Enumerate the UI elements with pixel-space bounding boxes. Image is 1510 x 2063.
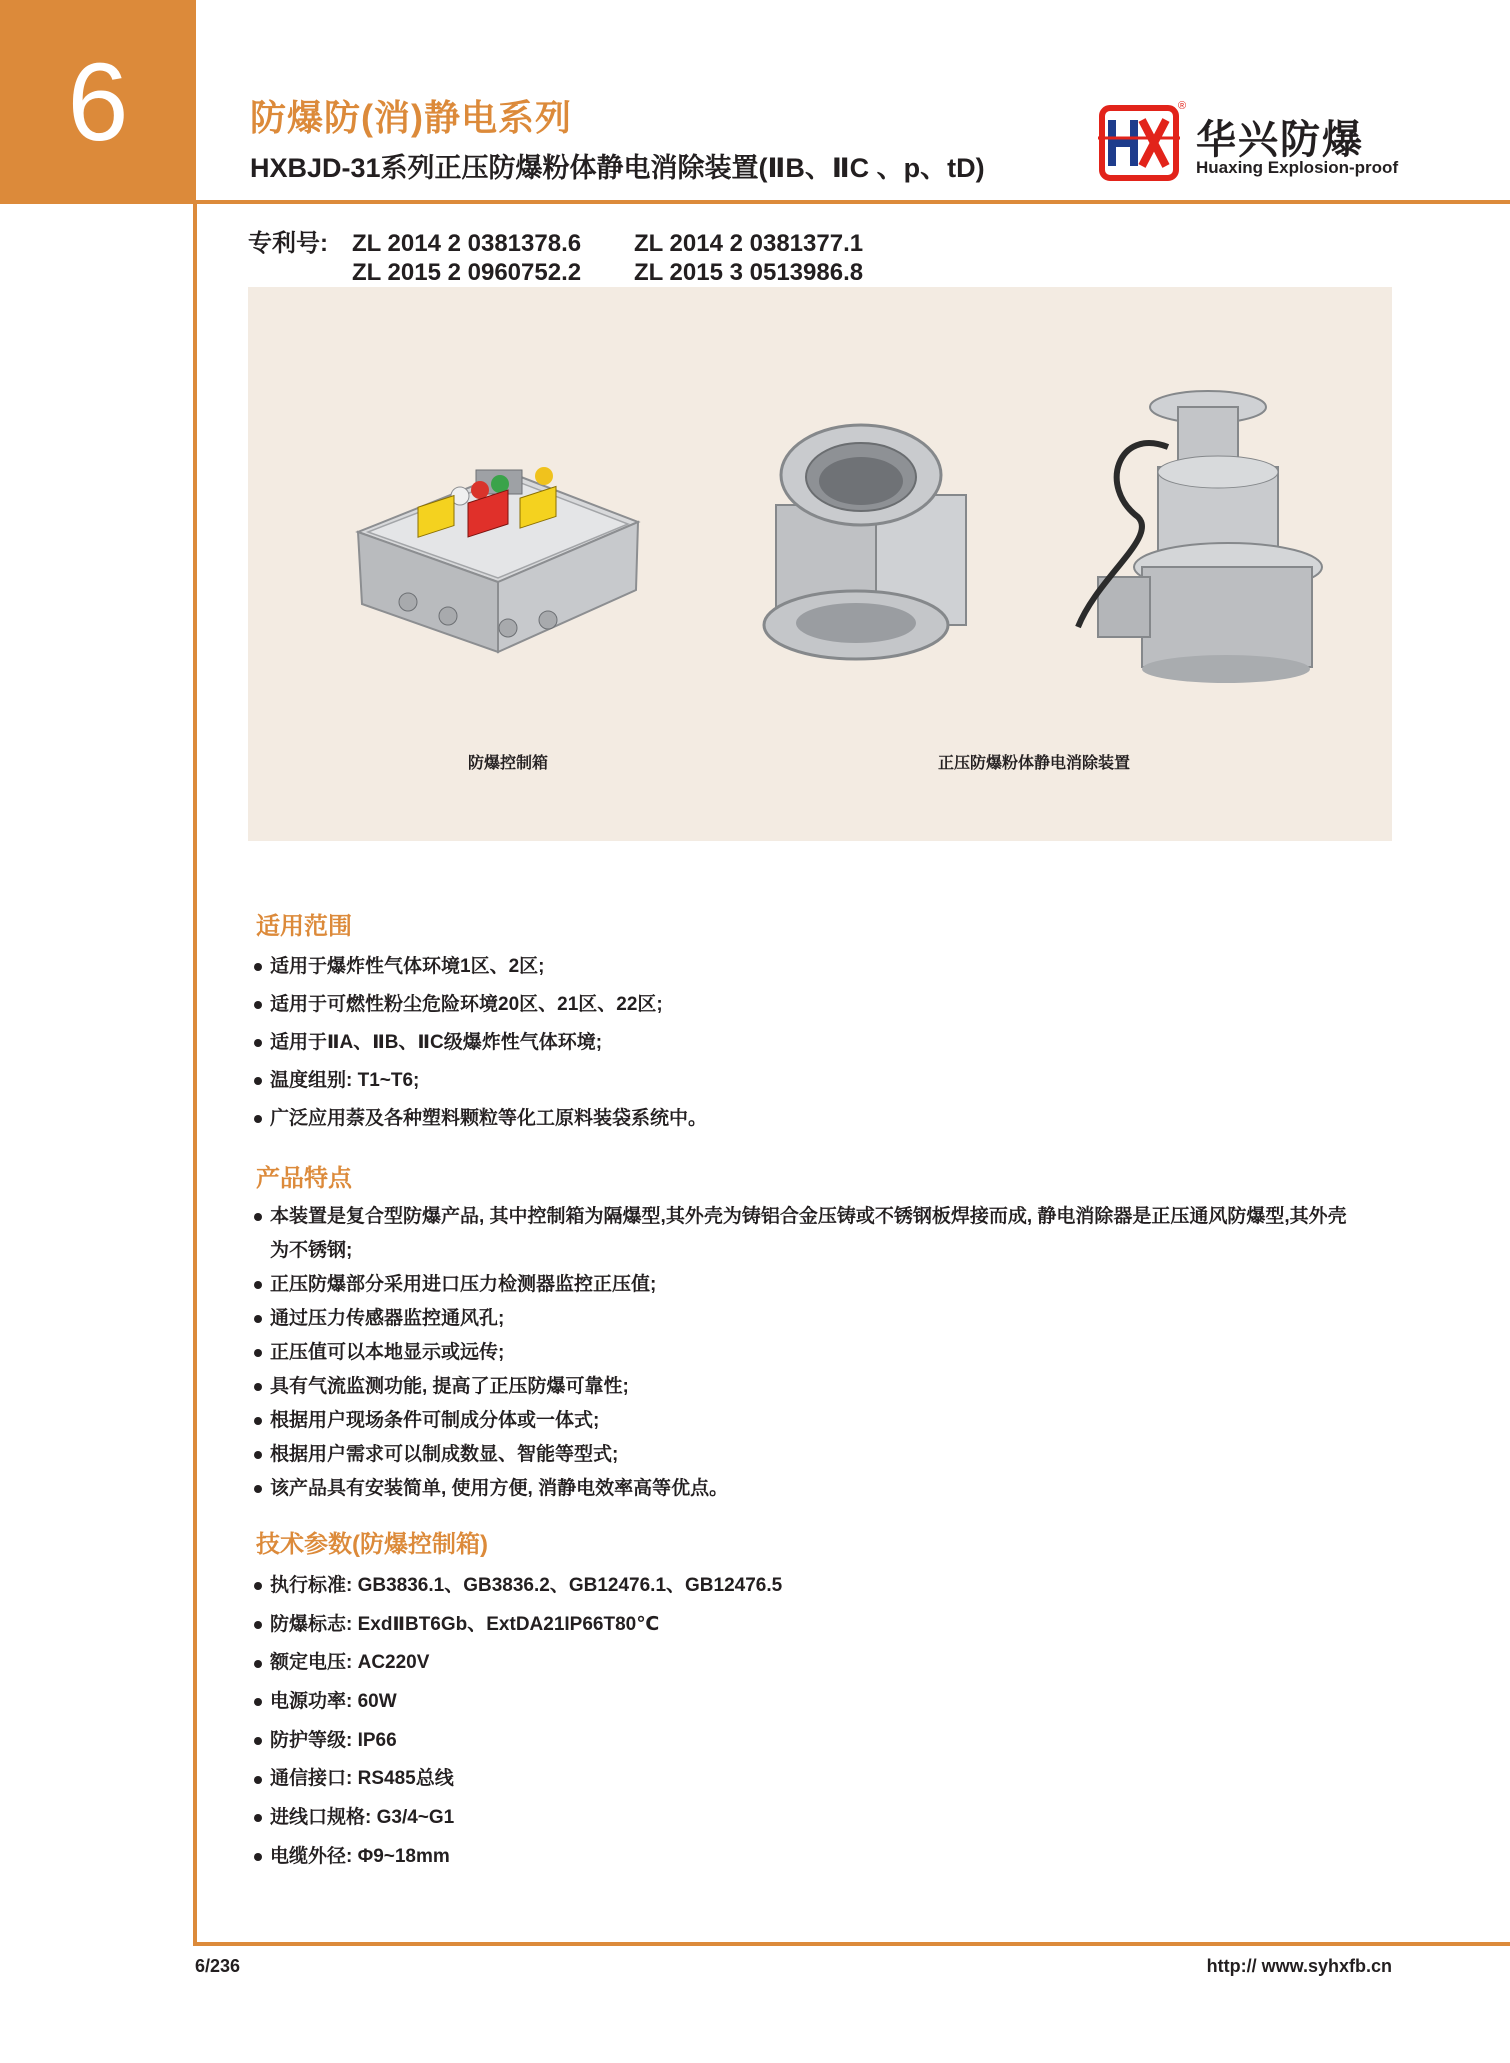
list-item: 适用于爆炸性气体环境1区、2区; [254, 948, 707, 986]
list-item: 额定电压: AC220V [254, 1644, 782, 1683]
bullet-icon [254, 1853, 262, 1861]
bullet-icon [254, 1451, 262, 1459]
bullet-icon [254, 1349, 262, 1357]
bullet-icon [254, 1582, 262, 1590]
list-item: 进线口规格: G3/4~G1 [254, 1799, 782, 1838]
patent-number: ZL 2015 2 0960752.2 [352, 259, 582, 286]
footer-divider [193, 1942, 1510, 1946]
header-divider [196, 200, 1510, 204]
scope-list [254, 948, 707, 1138]
website-link[interactable]: http:// www.syhxfb.cn [1206, 1956, 1392, 1976]
list-item: 电源功率: 60W [254, 1683, 782, 1722]
registered-mark: ® [1178, 100, 1187, 112]
bullet-icon [254, 1660, 262, 1668]
list-item: 具有气流监测功能, 提高了正压防爆可靠性; [254, 1370, 1364, 1404]
list-item: 该产品具有安装简单, 使用方便, 消静电效率高等优点。 [254, 1472, 1364, 1506]
patent-number: ZL 2015 3 0513986.8 [634, 259, 864, 286]
hx-logo-icon [1098, 102, 1180, 182]
list-item: 适用于可燃性粉尘危险环境20区、21区、22区; [254, 986, 707, 1024]
bullet-icon [254, 1417, 262, 1425]
list-item: 广泛应用萘及各种塑料颗粒等化工原料装袋系统中。 [254, 1100, 707, 1138]
params-heading: 技术参数(防爆控制箱) [256, 1531, 488, 1558]
list-item: 电缆外径: Φ9~18mm [254, 1838, 782, 1877]
photo-caption-control-box: 防爆控制箱 [468, 755, 549, 772]
bullet-icon [254, 1001, 262, 1009]
left-margin-rule [193, 204, 197, 1944]
photo-caption-eliminator: 正压防爆粉体静电消除装置 [938, 755, 1131, 772]
patent-label: 专利号: [248, 230, 328, 257]
list-item: 正压值可以本地显示或远传; [254, 1336, 1364, 1370]
list-item: 适用于ⅡA、ⅡB、ⅡC级爆炸性气体环境; [254, 1024, 707, 1062]
list-item: 本装置是复合型防爆产品, 其中控制箱为隔爆型,其外壳为铸铝合金压铸或不锈钢板焊接而成, 静电消除器是正压通风防爆型,其外壳为不锈钢; [254, 1200, 1364, 1268]
bullet-icon [254, 1776, 262, 1784]
bullet-icon [254, 963, 262, 971]
static-eliminator-image [756, 415, 986, 665]
bullet-icon [254, 1621, 262, 1629]
company-logo [1098, 102, 1398, 182]
list-item: 执行标准: GB3836.1、GB3836.2、GB12476.1、GB12476.5 [254, 1567, 782, 1606]
list-item: 正压防爆部分采用进口压力检测器监控正压值; [254, 1268, 1364, 1302]
patent-number: ZL 2014 2 0381377.1 [634, 230, 864, 257]
series-title: 防爆防(消)静电系列 [250, 97, 572, 138]
patent-number: ZL 2014 2 0381378.6 [352, 230, 582, 257]
list-item: 根据用户需求可以制成数显、智能等型式; [254, 1438, 1364, 1472]
features-list [254, 1200, 1364, 1506]
list-item: 通信接口: RS485总线 [254, 1760, 782, 1799]
chapter-number: 6 [67, 40, 129, 164]
scope-heading: 适用范围 [256, 913, 352, 940]
bullet-icon [254, 1698, 262, 1706]
chapter-number-tab [0, 0, 196, 204]
cylindrical-eliminator-image [1058, 387, 1328, 687]
bullet-icon [254, 1383, 262, 1391]
list-item: 根据用户现场条件可制成分体或一体式; [254, 1404, 1364, 1438]
features-heading: 产品特点 [256, 1165, 352, 1192]
list-item: 通过压力传感器监控通风孔; [254, 1302, 1364, 1336]
params-list [254, 1567, 782, 1877]
page-number: 6/236 [195, 1956, 241, 1976]
control-box-image [348, 422, 648, 662]
bullet-icon [254, 1814, 262, 1822]
product-title: HXBJD-31系列正压防爆粉体静电消除装置(ⅡB、ⅡC 、p、tD) [250, 153, 985, 183]
bullet-icon [254, 1213, 262, 1221]
product-photo-panel [248, 287, 1392, 841]
list-item: 温度组别: T1~T6; [254, 1062, 707, 1100]
bullet-icon [254, 1077, 262, 1085]
logo-name-en: Huaxing Explosion-proof [1196, 158, 1399, 177]
bullet-icon [254, 1115, 262, 1123]
logo-name-cn: 华兴防爆 [1196, 118, 1364, 162]
bullet-icon [254, 1039, 262, 1047]
bullet-icon [254, 1485, 262, 1493]
bullet-icon [254, 1281, 262, 1289]
bullet-icon [254, 1737, 262, 1745]
list-item: 防爆标志: ExdⅡBT6Gb、ExtDA21IP66T80℃ [254, 1606, 782, 1645]
list-item: 防护等级: IP66 [254, 1722, 782, 1761]
bullet-icon [254, 1315, 262, 1323]
